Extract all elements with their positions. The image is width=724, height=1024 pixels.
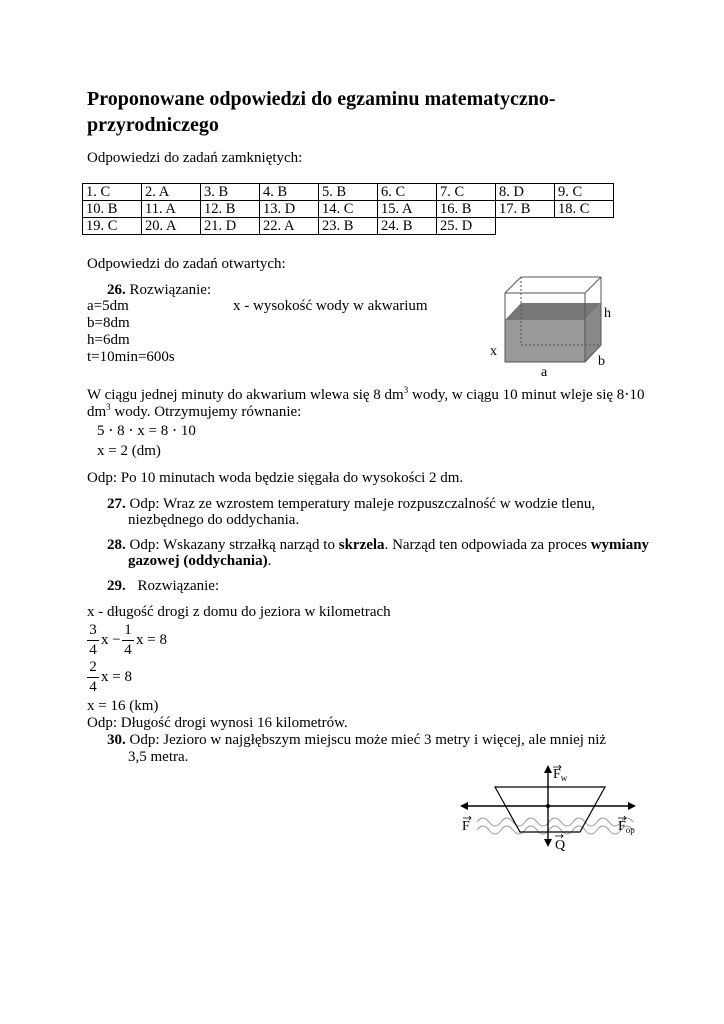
q26-equation-2: x = 2 (dm)	[97, 443, 161, 459]
answer-cell: 13. D	[260, 201, 319, 218]
fraction-1-4: 1 4	[122, 622, 134, 659]
page-title: Proponowane odpowiedzi do egzaminu matematyczno-przyrodniczego	[87, 88, 556, 136]
q26-number: 26.	[107, 282, 126, 298]
q26-x-definition: x - wysokość wody w akwarium	[233, 298, 428, 314]
answer-cell: 14. C	[319, 201, 378, 218]
label-b: b	[598, 354, 605, 369]
empty-cell	[496, 218, 555, 235]
q26-given-h: h=6dm	[87, 332, 130, 348]
answer-cell: 8. D	[496, 184, 555, 201]
q28-line1: 28. Odp: Wskazany strzałką narząd to skrzela. Narząd ten odpowiada za proces wymiany	[107, 537, 650, 553]
q29-label: Rozwiązanie:	[137, 578, 220, 594]
water-wave-2	[477, 826, 633, 834]
fraction-2-4: 2 4	[87, 659, 99, 696]
q27-line1: 27. Odp: Wraz ze wzrostem temperatury maleje rozpuszczalność w wodzie tlenu,	[107, 496, 596, 512]
q26-label: Rozwiązanie:	[129, 282, 212, 298]
q26-given-b: b=8dm	[87, 315, 130, 331]
answer-cell: 19. C	[83, 218, 142, 235]
q29-eq1-part2: x = 8	[136, 632, 167, 648]
answer-cell: 6. C	[378, 184, 437, 201]
aquarium-diagram	[485, 268, 625, 380]
label-a: a	[541, 365, 548, 380]
q26-paragraph-line2: $dm^3$ wody. Otrzymujemy równanie:	[87, 402, 302, 420]
q29-header	[107, 578, 219, 595]
water-front-face	[505, 320, 585, 362]
answer-cell: 25. D	[437, 218, 496, 235]
q30-line2: 3,5 metra.	[128, 749, 189, 765]
answer-cell: 17. B	[496, 201, 555, 218]
closed-heading: Odpowiedzi do zadań zamkniętych:	[87, 150, 303, 166]
q27-line2: niezbędnego do oddychania.	[128, 512, 300, 528]
answer-cell: 1. C	[83, 184, 142, 201]
answer-cell: 12. B	[201, 201, 260, 218]
q29-eq2: x = 8	[101, 669, 132, 685]
label-q: Q	[555, 838, 566, 853]
answer-cell: 18. C	[555, 201, 614, 218]
q27-number: 27.	[107, 496, 126, 512]
label-fw: $F_w$	[553, 767, 568, 783]
answer-cell: 16. B	[437, 201, 496, 218]
q30-line1: 30. Odp: Jezioro w najgłębszym miejscu może mieć 3 metry i więcej, ale mniej niż	[107, 732, 607, 748]
answer-cell: 10. B	[83, 201, 142, 218]
water-top-face	[505, 303, 601, 320]
label-f: F	[462, 819, 470, 834]
q28-number: 28.	[107, 537, 126, 553]
q29-x-definition: x - długość drogi z domu do jeziora w kilometrach	[87, 604, 391, 620]
q29-number: 29.	[107, 578, 126, 594]
fraction-3-4: 3 4	[87, 622, 99, 659]
label-x: x	[490, 344, 497, 359]
answer-cell: 22. A	[260, 218, 319, 235]
q26-paragraph-line1: W ciągu jednej minuty do akwarium wlewa się 8 $dm^3$ wody, w ciągu 10 minut wleje się 8⋅10	[87, 385, 645, 403]
table-row	[83, 201, 614, 218]
water-wave-1	[477, 818, 633, 826]
answer-cell: 3. B	[201, 184, 260, 201]
table-row	[83, 218, 614, 235]
closed-answers-table	[82, 183, 614, 235]
answer-cell: 2. A	[142, 184, 201, 201]
q26-given-a: a=5dm	[87, 298, 129, 314]
answer-cell: 4. B	[260, 184, 319, 201]
answer-cell: 15. A	[378, 201, 437, 218]
answer-cell: 21. D	[201, 218, 260, 235]
empty-cell	[555, 218, 614, 235]
q28-line2: gazowej (oddychania).	[128, 553, 272, 569]
q26-equation-1: 5 ⋅ 8 ⋅ x = 8 ⋅ 10	[97, 423, 196, 439]
q26-given-t: t=10min=600s	[87, 349, 175, 365]
q29-answer: Odp: Długość drogi wynosi 16 kilometrów.	[87, 715, 348, 731]
q29-eq1-part1: x −	[101, 632, 121, 648]
answer-cell: 20. A	[142, 218, 201, 235]
q30-number: 30.	[107, 732, 126, 748]
label-fop: $F_{op}$	[618, 819, 635, 835]
forces-diagram	[455, 760, 645, 860]
answer-cell: 9. C	[555, 184, 614, 201]
open-heading: Odpowiedzi do zadań otwartych:	[87, 256, 286, 272]
answer-cell: 24. B	[378, 218, 437, 235]
answer-cell: 5. B	[319, 184, 378, 201]
answer-cell: 7. C	[437, 184, 496, 201]
q29-eq3: x = 16 (km)	[87, 698, 159, 714]
label-h: h	[604, 306, 611, 321]
answer-cell: 11. A	[142, 201, 201, 218]
table-row	[83, 184, 614, 201]
q26-header	[107, 282, 211, 299]
answer-cell: 23. B	[319, 218, 378, 235]
q26-answer: Odp: Po 10 minutach woda będzie sięgała do wysokości 2 dm.	[87, 470, 464, 486]
